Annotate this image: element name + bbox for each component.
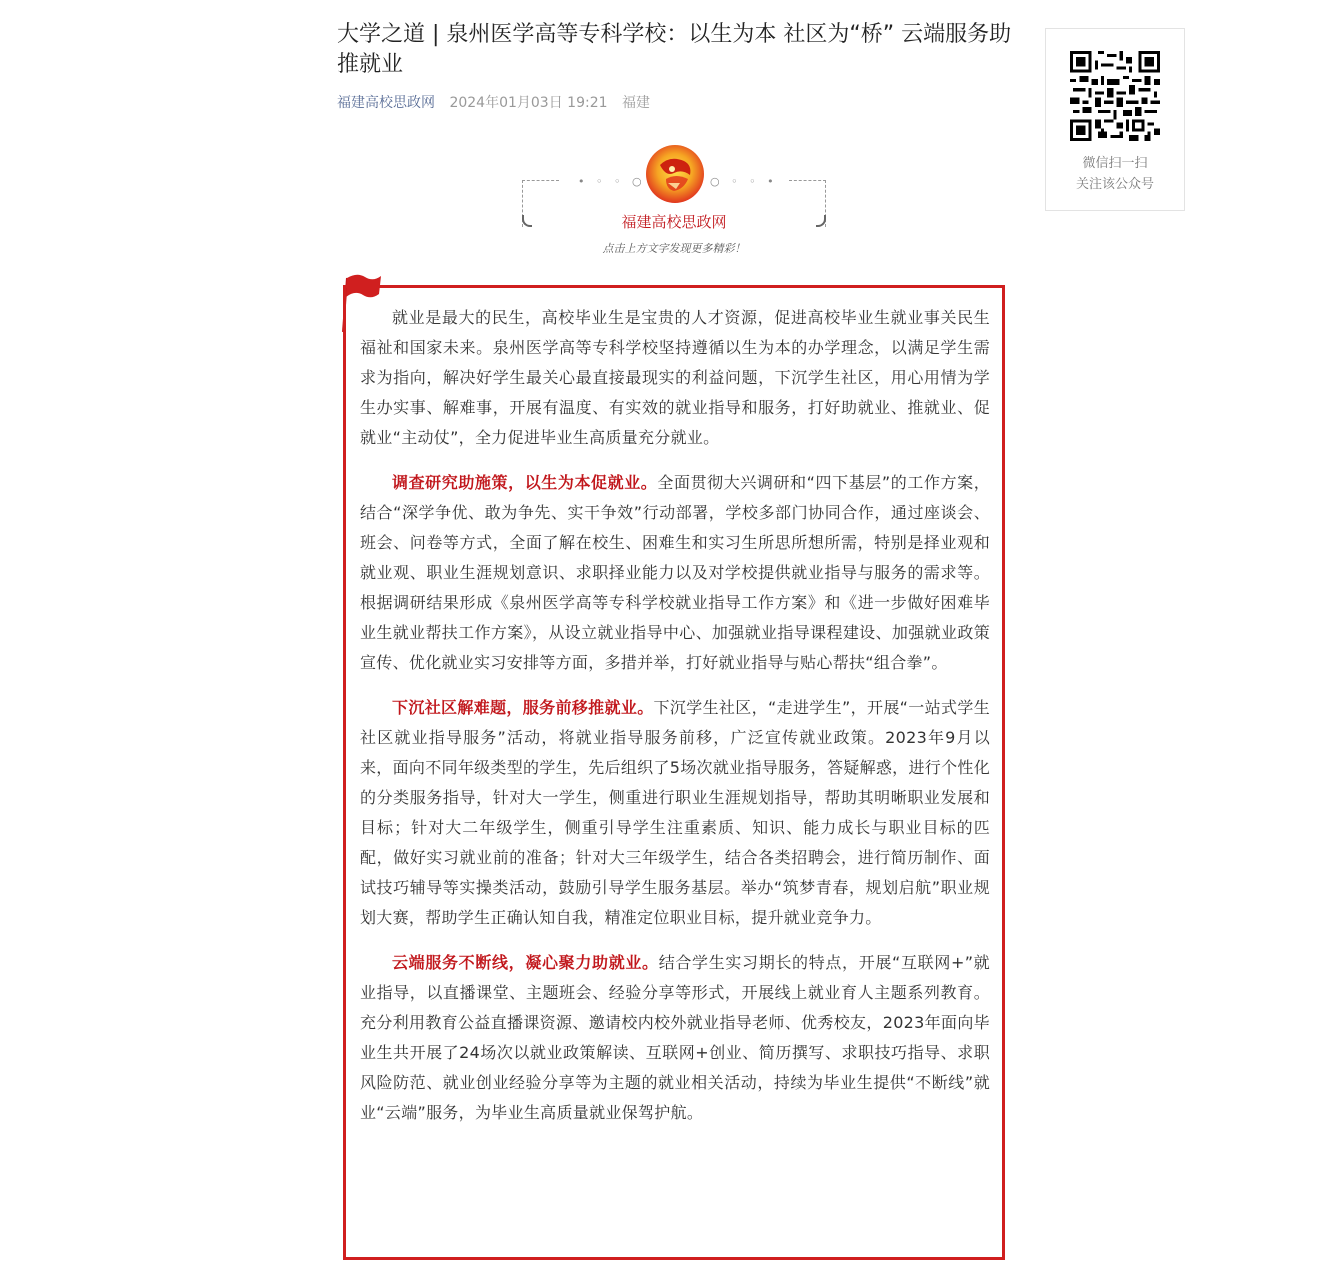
follow-hint: 点击上方文字发现更多精彩！ (602, 242, 746, 255)
article-meta (337, 94, 650, 112)
article-title: 大学之道 | 泉州医学高等专科学校：以生为本 社区为“桥” 云端服务助推就业 (337, 22, 1012, 77)
paragraph-community (360, 693, 990, 933)
dots-right: ○ ◦ ◦ • (710, 175, 778, 188)
qr-caption-line1: 微信扫一扫 (1082, 156, 1148, 171)
qr-caption-line2: 关注该公众号 (1075, 177, 1154, 192)
section-heading-cloud: 云端服务不断线，凝心聚力助就业。 (392, 953, 659, 972)
article-body (360, 303, 990, 1143)
section-heading-research: 调查研究助施策，以生为本促就业。 (392, 473, 658, 492)
qr-code-icon (1070, 51, 1160, 141)
account-header-decoration (522, 145, 826, 260)
qr-caption (1046, 153, 1184, 195)
paragraph-cloud (360, 948, 990, 1128)
paragraph-cloud-text: 结合学生实习期长的特点，开展“互联网+”就业指导，以直播课堂、主题班会、经验分享等形式，开展线上就业育人主题系列教育。充分利用教育公益直播课资源、邀请校内校外就业指导老师、优秀校友，2023年面向毕业生共开展了24场次以就业政策解读、互联网+创业、简历撰写、求职技巧指导、求职风险防范、就业创业经验分享等为主题的就业相关活动，持续为毕业生提供“不断线”就业“云端”服务，为毕业生高质量就业保驾护航。 (360, 953, 990, 1122)
section-heading-community: 下沉社区解难题，服务前移推就业。 (392, 698, 654, 717)
article-location: 福建 (621, 95, 650, 111)
paragraph-research-text: 全面贯彻大兴调研和“四下基层”的工作方案，结合“深学争优、敢为争先、实干争效”行动部署，学校多部门协同合作，通过座谈会、班会、问卷等方式，全面了解在校生、困难生和实习生所思所想所需，特别是择业观和就业观、职业生涯规划意识、求职择业能力以及对学校提供就业指导与服务的需求等。根据调研结果形成《泉州医学高等专科学校就业指导工作方案》和《进一步做好困难毕业生就业帮扶工作方案》，从设立就业指导中心、加强就业指导课程建设、加强就业政策宣传、优化就业实习安排等方面，多措并举，打好就业指导与贴心帮扶“组合拳”。 (360, 473, 990, 672)
paragraph-intro: 就业是最大的民生，高校毕业生是宝贵的人才资源，促进高校毕业生就业事关民生福祉和国家未来。泉州医学高等专科学校坚持遵循以生为本的办学理念，以满足学生需求为指向，解决好学生最关心最直接最现实的利益问题，下沉学生社区，用心用情为学生办实事、解难事，开展有温度、有实效的就业指导和服务，打好助就业、推就业、促就业“主动仗”，全力促进毕业生高质量充分就业。 (360, 308, 990, 447)
dots-left: • ◦ ◦ ○ (578, 175, 646, 188)
paragraph-research (360, 468, 990, 678)
account-name-link[interactable]: 福建高校思政网 (621, 213, 727, 231)
paragraph-community-text: 下沉学生社区，“走进学生”，开展“一站式学生社区就业指导服务”活动，将就业指导服务前移，广泛宣传就业政策。2023年9月以来，面向不同年级类型的学生，先后组织了5场次就业指导服务，答疑解惑，进行个性化的分类服务指导，针对大一学生，侧重进行职业生涯规划指导，帮助其明晰职业发展和目标；针对大二年级学生，侧重引导学生注重素质、知识、能力成长与职业目标的匹配，做好实习就业前的准备；针对大三年级学生，结合各类招聘会，进行简历制作、面试技巧辅导等实操类活动，鼓励引导学生服务基层。举办“筑梦青春，规划启航”职业规划大赛，帮助学生正确认知自我，精准定位职业目标，提升就业竞争力。 (360, 698, 990, 927)
article-source-link[interactable]: 福建高校思政网 (337, 95, 435, 111)
qr-panel (1045, 28, 1185, 211)
article-datetime: 2024年01月03日 19:21 (449, 95, 608, 111)
account-logo-icon[interactable] (646, 145, 704, 203)
